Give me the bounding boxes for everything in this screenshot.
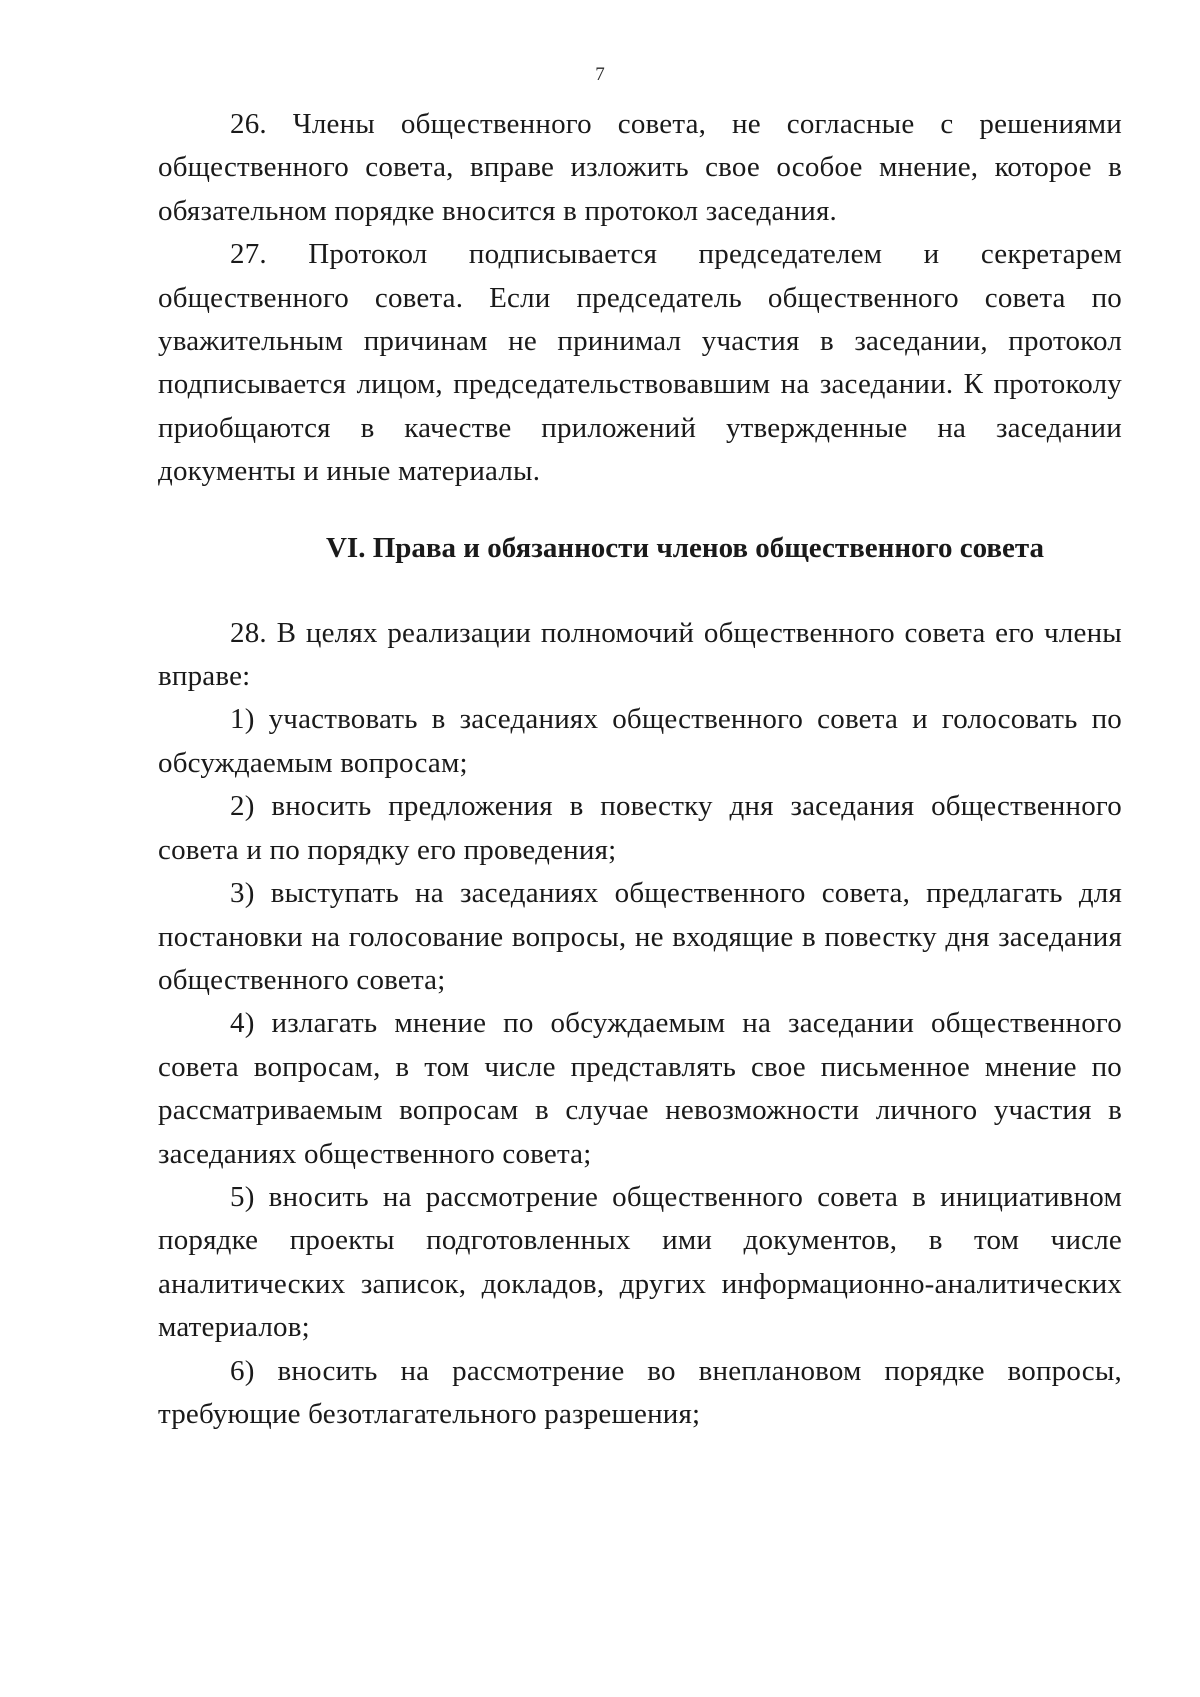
section-heading: VI. Права и обязанности членов общественного совета	[325, 531, 1045, 564]
paragraph-26: 26. Члены общественного совета, не согласные с решениями общественного совета, вправе изложить свое особое мнение, которое в обязательном порядке вносится в протокол заседания.	[158, 108, 1122, 227]
paragraph-28: 28. В целях реализации полномочий общественного совета его члены вправе:	[158, 616, 1122, 693]
document-body	[158, 103, 1122, 1436]
list-item-6: 6) вносить на рассмотрение во внеплановом порядке вопросы, требующие безотлагательного разрешения;	[158, 1354, 1122, 1430]
list-item-1: 1) участвовать в заседаниях общественного совета и голосовать по обсуждаемым вопросам;	[158, 703, 1122, 779]
paragraph-27: 27. Протокол подписывается председателем и секретарем общественного совета. Если председатель общественного совета по уважительным причинам не принимал участия в заседании, протокол подписывается лицом, председательствовавшим на заседании. К протоколу приобщаются в качестве приложений утвержденные на заседании документы и иные материалы.	[158, 238, 1122, 488]
page-number: 7	[595, 64, 605, 85]
list-item-5: 5) вносить на рассмотрение общественного совета в инициативном порядке проекты подготовленных ими документов, в том числе аналитических записок, докладов, других информационно-аналитических материалов;	[158, 1180, 1122, 1344]
list-item-2: 2) вносить предложения в повестку дня заседания общественного совета и по порядку его проведения;	[158, 790, 1122, 866]
list-item-3: 3) выступать на заседаниях общественного совета, предлагать для постановки на голосование вопросы, не входящие в повестку дня заседания общественного совета;	[158, 877, 1122, 996]
list-item-4: 4) излагать мнение по обсуждаемым на заседании общественного совета вопросам, в том числе представлять свое письменное мнение по рассматриваемым вопросам в случае невозможности личного участия в заседаниях общественного совета;	[158, 1007, 1122, 1170]
